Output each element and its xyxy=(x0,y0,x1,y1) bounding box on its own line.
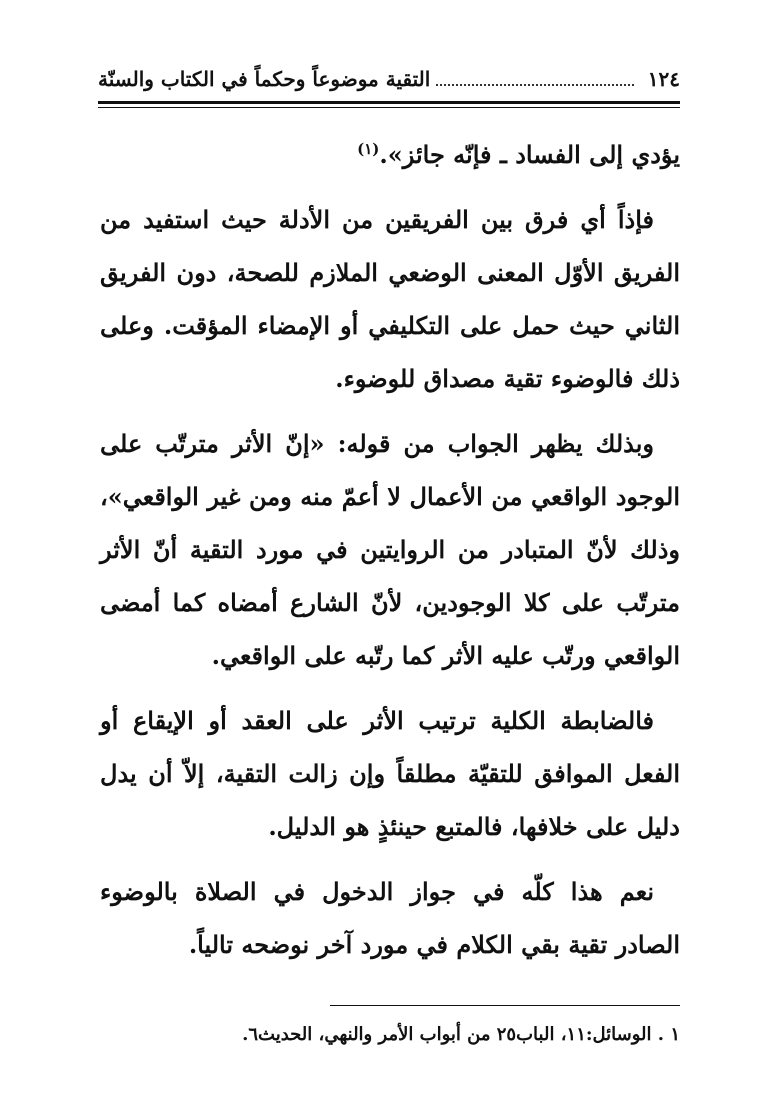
header-rule-thin xyxy=(98,107,680,108)
page-number: ١٢٤ xyxy=(647,67,680,91)
running-title: التقية موضوعاً وحكماً في الكتاب والسنّة xyxy=(98,67,431,91)
paragraph-3: وبذلك يظهر الجواب من قوله: «إنّ الأثر مترتّب على الوجود الواقعي من الأعمال لا أعمّ منه ومن غير الواقعي»، وذلك لأنّ المتبادر من الروايتين في مورد التقية أنّ الأثر مترتّب على كلا الوجودين، لأنّ الشارع أمضاه كما أمضى الواقعي ورتّب عليه الأثر كما رتّبه على الواقعي. xyxy=(100,429,680,670)
header-leader-dots xyxy=(436,84,633,86)
main-text xyxy=(100,128,680,983)
paragraph-2: فإذاً أي فرق بين الفريقين من الأدلة حيث استفيد من الفريق الأوّل المعنى الوضعي الملازم للصحة، دون الفريق الثاني حيث حمل على التكليفي أو الإمضاء المؤقت. وعلى ذلك فالوضوء تقية مصداق للوضوء. xyxy=(100,205,680,393)
running-header xyxy=(98,62,680,96)
header-rule-thick xyxy=(98,101,680,104)
paragraph-1-text: يؤدي إلى الفساد ـ فإنّه جائز». xyxy=(379,140,680,169)
paragraph-5: نعم هذا كلّه في جواز الدخول في الصلاة بالوضوء الصادر تقية بقي الكلام في مورد آخر نوضحه تالياً. xyxy=(100,877,680,959)
paragraph-1 xyxy=(100,128,680,181)
footnote-separator xyxy=(330,1005,680,1006)
footnote-marker: (١) xyxy=(357,140,380,158)
footnote: ١ . الوسائل:١١، الباب٢٥ من أبواب الأمر والنهي، الحديث٦. xyxy=(242,1024,680,1045)
paragraph-4: فالضابطة الكلية ترتيب الأثر على العقد أو الإيقاع أو الفعل الموافق للتقيّة مطلقاً وإن زالت التقية، إلاّ أن يدل دليل على خلافها، فالمتبع حينئذٍ هو الدليل. xyxy=(100,706,680,841)
